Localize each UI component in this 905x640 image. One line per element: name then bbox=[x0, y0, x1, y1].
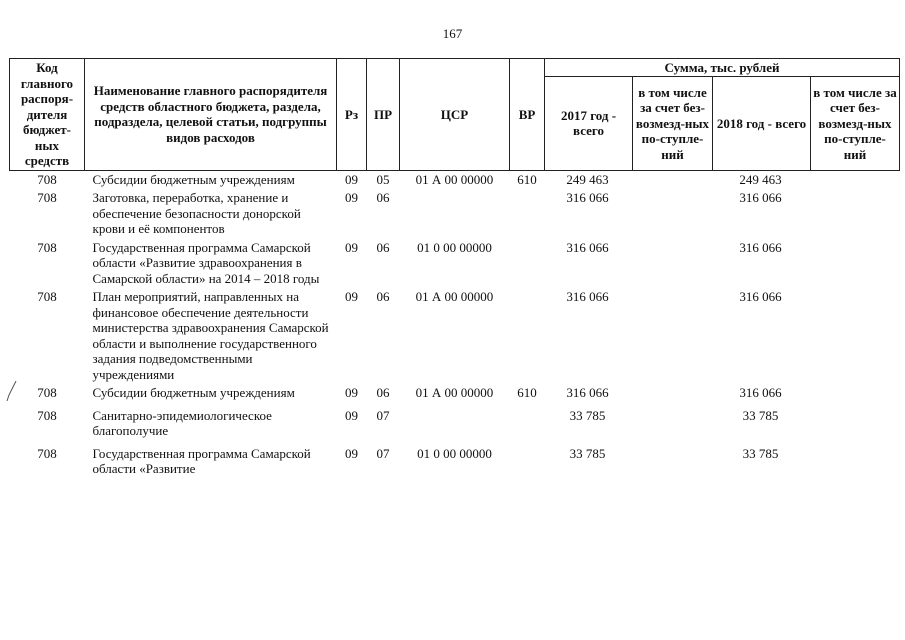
page-number: 167 bbox=[442, 26, 463, 41]
cell-pr: 07 bbox=[376, 445, 390, 461]
cell-sum-2017: 316 066 bbox=[566, 289, 609, 304]
cell-code: 708 bbox=[37, 190, 57, 205]
cell-vr bbox=[510, 288, 545, 384]
cell-pr: 07 bbox=[376, 407, 390, 423]
cell-free-2018 bbox=[811, 288, 900, 384]
cell-code: 708 bbox=[37, 407, 57, 423]
cell-free-2017 bbox=[633, 403, 713, 441]
cell-rz: 09 bbox=[345, 239, 358, 255]
cell-pr: 06 bbox=[376, 385, 390, 400]
cell-rz: 09 bbox=[345, 190, 358, 205]
header-vr: ВР bbox=[510, 59, 545, 171]
cell-free-2018 bbox=[811, 189, 900, 239]
cell-pr: 06 bbox=[376, 239, 390, 255]
cell-csr: 01 0 00 00000 bbox=[417, 239, 492, 255]
cell-name: Субсидии бюджетным учреждениям bbox=[92, 171, 295, 187]
cell-sum-2018: 316 066 bbox=[739, 239, 782, 255]
budget-table bbox=[9, 58, 900, 479]
cell-free-2018 bbox=[811, 441, 900, 479]
cell-code: 708 bbox=[37, 289, 57, 304]
cell-vr: 610 bbox=[517, 171, 537, 187]
cell-name: План мероприятий, направленных на финансовое обеспечение деятельности министерства здравоохранения Самарской области и выполнение государственного задания подведомственными учреждениями bbox=[92, 289, 329, 382]
cell-rz: 09 bbox=[345, 407, 358, 423]
cell-pr: 05 bbox=[376, 171, 390, 187]
cell-free-2017 bbox=[633, 384, 713, 403]
table-row bbox=[10, 189, 900, 239]
cell-rz: 09 bbox=[345, 289, 358, 304]
cell-csr: 01 0 00 00000 bbox=[417, 445, 492, 461]
table-row bbox=[10, 288, 900, 384]
header-sum-2017: 2017 год - всего bbox=[545, 77, 633, 171]
cell-sum-2017: 316 066 bbox=[566, 190, 609, 205]
cell-name: Государственная программа Самарской области «Развитие bbox=[92, 445, 311, 476]
cell-vr bbox=[510, 403, 545, 441]
cell-csr bbox=[400, 189, 510, 239]
cell-vr bbox=[510, 189, 545, 239]
scan-mark-icon bbox=[5, 380, 19, 402]
cell-vr bbox=[510, 239, 545, 289]
cell-sum-2017: 249 463 bbox=[566, 171, 609, 187]
header-free-2017: в том числе за счет без-возмезд-ных по-ступле-ний bbox=[633, 77, 713, 171]
cell-sum-2018: 316 066 bbox=[739, 289, 782, 304]
cell-free-2018 bbox=[811, 384, 900, 403]
cell-sum-2018: 316 066 bbox=[739, 385, 782, 400]
cell-free-2017 bbox=[633, 288, 713, 384]
header-rz: Рз bbox=[337, 59, 367, 171]
cell-csr: 01 А 00 00000 bbox=[415, 171, 494, 187]
cell-sum-2017: 33 785 bbox=[569, 445, 606, 461]
header-sum-2018: 2018 год - всего bbox=[713, 77, 811, 171]
table-row bbox=[10, 403, 900, 441]
cell-rz: 09 bbox=[345, 385, 358, 400]
cell-csr bbox=[400, 403, 510, 441]
header-code: Код главного распоря-дителя бюджет-ных средств bbox=[10, 59, 85, 171]
cell-code: 708 bbox=[37, 385, 57, 400]
cell-name: Субсидии бюджетным учреждениям bbox=[92, 385, 295, 400]
cell-pr: 06 bbox=[376, 289, 390, 304]
cell-sum-2018: 33 785 bbox=[742, 407, 779, 423]
table-header bbox=[10, 59, 900, 171]
cell-rz: 09 bbox=[345, 445, 358, 461]
header-csr: ЦСР bbox=[400, 59, 510, 171]
header-pr: ПР bbox=[367, 59, 400, 171]
cell-sum-2017: 316 066 bbox=[566, 385, 609, 400]
cell-sum-2018: 33 785 bbox=[742, 445, 779, 461]
cell-name: Санитарно-эпидемиологическое благополучие bbox=[92, 407, 272, 438]
cell-free-2018 bbox=[811, 170, 900, 189]
header-sum-group: Сумма, тыс. рублей bbox=[545, 59, 900, 77]
cell-free-2018 bbox=[811, 403, 900, 441]
cell-free-2017 bbox=[633, 189, 713, 239]
cell-name: Государственная программа Самарской области «Развитие здравоохранения в Самарской области» на 2014 – 2018 годы bbox=[92, 239, 320, 286]
header-free-2018: в том числе за счет без-возмезд-ных по-ступле-ний bbox=[811, 77, 900, 171]
table-row bbox=[10, 239, 900, 289]
cell-pr: 06 bbox=[376, 190, 390, 205]
table-body bbox=[10, 170, 900, 479]
cell-sum-2018: 249 463 bbox=[739, 171, 782, 187]
cell-rz: 09 bbox=[345, 171, 358, 187]
table-row bbox=[10, 441, 900, 479]
table-row bbox=[10, 384, 900, 403]
cell-sum-2017: 33 785 bbox=[569, 407, 606, 423]
header-name: Наименование главного распорядителя средств областного бюджета, раздела, подраздела, целевой статьи, подгруппы видов расходов bbox=[85, 59, 337, 171]
cell-vr bbox=[510, 441, 545, 479]
cell-csr: 01 А 00 00000 bbox=[415, 289, 494, 304]
cell-sum-2017: 316 066 bbox=[566, 239, 609, 255]
cell-free-2017 bbox=[633, 441, 713, 479]
cell-sum-2018: 316 066 bbox=[739, 190, 782, 205]
cell-csr: 01 А 00 00000 bbox=[415, 385, 494, 400]
cell-free-2017 bbox=[633, 170, 713, 189]
cell-name: Заготовка, переработка, хранение и обеспечение безопасности донорской крови и её компонентов bbox=[92, 190, 301, 236]
cell-free-2017 bbox=[633, 239, 713, 289]
cell-code: 708 bbox=[37, 239, 57, 255]
cell-code: 708 bbox=[37, 445, 57, 461]
cell-free-2018 bbox=[811, 239, 900, 289]
table-row bbox=[10, 170, 900, 189]
cell-code: 708 bbox=[37, 171, 57, 187]
cell-vr: 610 bbox=[517, 385, 537, 400]
